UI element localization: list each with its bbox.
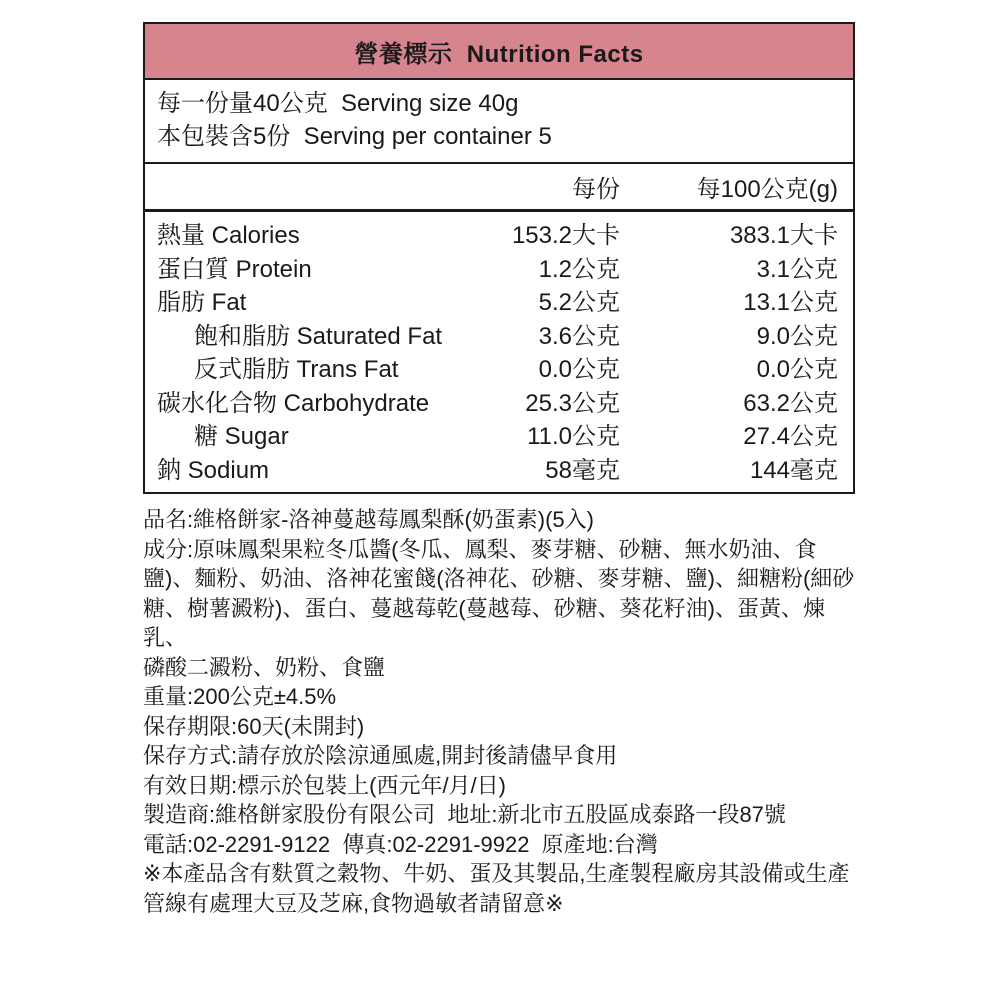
- nutrient-label: 反式脂肪 Trans Fat: [194, 356, 399, 384]
- serving-info: [145, 80, 853, 164]
- nutrient-label: 鈉 Sodium: [157, 456, 270, 484]
- per-100g-value: 0.0公克: [756, 356, 838, 384]
- product-info-line: 糖、樹薯澱粉)、蛋白、蔓越莓乾(蔓越莓、砂糖、葵花籽油)、蛋黃、煉乳、: [143, 595, 825, 650]
- label-sheet: [143, 22, 855, 918]
- nutrition-row: [145, 350, 853, 384]
- nutrient-label: 蛋白質 Protein: [157, 255, 312, 283]
- product-info-line: 保存期限:60天(未開封): [143, 713, 365, 739]
- nutrient-label: 飽和脂肪 Saturated Fat: [194, 322, 443, 350]
- product-info-line: 鹽)、麵粉、奶油、洛神花蜜餞(洛神花、砂糖、麥芽糖、鹽)、細糖粉(細砂: [143, 566, 855, 591]
- nutrient-label: 熱量 Calories: [157, 222, 300, 250]
- product-info-line: 成分:原味鳳梨果粒冬瓜醬(冬瓜、鳳梨、麥芽糖、砂糖、無水奶油、食: [143, 536, 817, 562]
- nutrition-row: [145, 250, 853, 284]
- nutrition-table: [143, 22, 855, 494]
- nutrition-row: [145, 384, 853, 418]
- per-serving-value: 58毫克: [545, 456, 620, 484]
- product-info-line: 品名:維格餅家-洛神蔓越莓鳳梨酥(奶蛋素)(5入): [143, 507, 594, 532]
- product-info-line: 電話:02-2291-9122 傳真:02-2291-9922 原產地:台灣: [143, 831, 658, 857]
- product-info-line: 有效日期:標示於包裝上(西元年/月/日): [143, 772, 506, 798]
- column-header-per-100g: 每100公克(g): [696, 176, 838, 203]
- per-serving-value: 11.0公克: [527, 423, 620, 451]
- column-header-per-serving: 每份: [572, 176, 620, 203]
- product-info-line: 重量:200公克±4.5%: [143, 684, 337, 709]
- product-info: [143, 505, 855, 918]
- per-100g-value: 13.1公克: [743, 289, 838, 317]
- per-100g-value: 9.0公克: [756, 322, 838, 350]
- nutrition-row: [145, 417, 853, 451]
- servings-per-container-line: 本包裝含5份 Serving per container 5: [157, 123, 552, 150]
- nutrient-label: 脂肪 Fat: [157, 289, 247, 317]
- nutrition-row: [145, 283, 853, 317]
- nutrition-row: [145, 451, 853, 485]
- product-info-line: 管線有處理大豆及芝麻,食物過敏者請留意※: [143, 890, 564, 916]
- per-100g-value: 383.1大卡: [729, 222, 838, 250]
- per-100g-value: 3.1公克: [756, 255, 838, 283]
- nutrient-label: 糖 Sugar: [194, 423, 289, 451]
- per-serving-value: 3.6公克: [538, 322, 620, 350]
- per-serving-value: 0.0公克: [538, 356, 620, 384]
- nutrition-row: [145, 317, 853, 351]
- column-header-row: [145, 164, 853, 212]
- serving-size-line: 每一份量40公克 Serving size 40g: [157, 90, 519, 117]
- per-serving-value: 5.2公克: [538, 289, 620, 317]
- per-serving-value: 25.3公克: [525, 389, 620, 417]
- per-100g-value: 63.2公克: [743, 389, 838, 417]
- per-100g-value: 144毫克: [749, 456, 838, 484]
- per-serving-value: 1.2公克: [538, 255, 620, 283]
- product-info-line: 製造商:維格餅家股份有限公司 地址:新北市五股區成泰路一段87號: [143, 802, 786, 827]
- nutrient-label: 碳水化合物 Carbohydrate: [157, 389, 430, 417]
- per-100g-value: 27.4公克: [743, 423, 838, 451]
- product-info-line: 磷酸二澱粉、奶粉、食鹽: [143, 654, 386, 680]
- per-serving-value: 153.2大卡: [511, 222, 620, 250]
- nutrition-row: [145, 216, 853, 250]
- nutrition-rows: [145, 212, 853, 492]
- product-info-line: 保存方式:請存放於陰涼通風處,開封後請儘早食用: [143, 743, 618, 768]
- product-info-line: ※本產品含有麩質之穀物、牛奶、蛋及其製品,生產製程廠房其設備或生產: [143, 861, 850, 886]
- nutrition-table-title: 營養標示 Nutrition Facts: [145, 24, 853, 80]
